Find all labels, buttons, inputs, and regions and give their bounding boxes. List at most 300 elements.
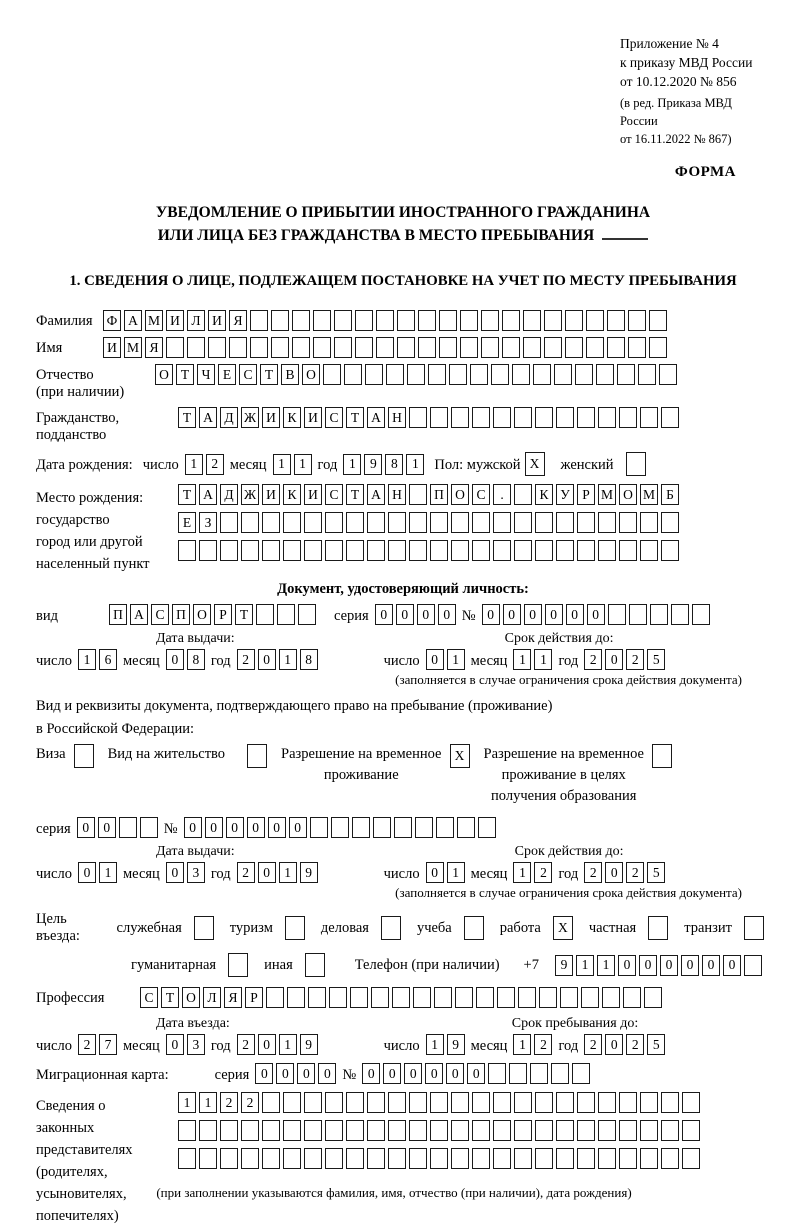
char-cell[interactable] (430, 1148, 448, 1169)
char-cell[interactable] (518, 987, 536, 1008)
char-cell[interactable] (523, 337, 541, 358)
char-cell[interactable] (367, 540, 385, 561)
char-cell[interactable] (602, 987, 620, 1008)
char-cell[interactable] (451, 512, 469, 533)
char-cell[interactable] (292, 337, 310, 358)
char-cell[interactable]: 2 (237, 649, 255, 670)
char-cell[interactable]: 8 (385, 454, 403, 475)
char-cell[interactable]: X (525, 452, 545, 476)
char-cell[interactable]: 3 (187, 862, 205, 883)
char-cell[interactable]: 0 (566, 604, 584, 625)
char-cell[interactable]: 1 (513, 1034, 531, 1055)
char-cell[interactable] (455, 987, 473, 1008)
char-cell[interactable] (457, 817, 475, 838)
char-cell[interactable]: 0 (404, 1063, 422, 1084)
char-cell[interactable] (430, 512, 448, 533)
char-cell[interactable]: 9 (300, 1034, 318, 1055)
char-cell[interactable]: С (151, 604, 169, 625)
char-cell[interactable]: 2 (206, 454, 224, 475)
visa-checkbox[interactable] (74, 744, 94, 768)
sex-male-checkbox[interactable] (525, 452, 545, 476)
char-cell[interactable] (409, 407, 427, 428)
char-cell[interactable]: 0 (605, 862, 623, 883)
char-cell[interactable] (472, 1148, 490, 1169)
char-cell[interactable]: Я (145, 337, 163, 358)
char-cell[interactable]: 1 (426, 1034, 444, 1055)
char-cell[interactable] (514, 484, 532, 505)
char-cell[interactable] (409, 512, 427, 533)
char-cell[interactable] (629, 604, 647, 625)
char-cell[interactable]: 0 (438, 604, 456, 625)
char-cell[interactable] (628, 310, 646, 331)
char-cell[interactable]: 0 (660, 955, 678, 976)
char-cell[interactable] (283, 512, 301, 533)
char-cell[interactable] (472, 1092, 490, 1113)
char-cell[interactable] (313, 337, 331, 358)
char-cell[interactable]: Я (229, 310, 247, 331)
char-cell[interactable] (415, 817, 433, 838)
char-cell[interactable] (308, 987, 326, 1008)
char-cell[interactable] (481, 337, 499, 358)
char-cell[interactable]: И (304, 407, 322, 428)
char-cell[interactable]: 0 (268, 817, 286, 838)
char-cell[interactable]: 0 (226, 817, 244, 838)
char-cell[interactable] (514, 407, 532, 428)
char-cell[interactable] (535, 1120, 553, 1141)
char-cell[interactable] (449, 364, 467, 385)
char-cell[interactable] (304, 1092, 322, 1113)
char-cell[interactable]: Т (346, 484, 364, 505)
char-cell[interactable] (413, 987, 431, 1008)
residence-valid-day-cells[interactable] (426, 862, 465, 883)
char-cell[interactable]: С (472, 484, 490, 505)
purpose-transit-checkbox[interactable] (744, 916, 764, 940)
char-cell[interactable] (661, 540, 679, 561)
char-cell[interactable] (451, 1120, 469, 1141)
char-cell[interactable] (304, 540, 322, 561)
char-cell[interactable]: 1 (576, 955, 594, 976)
char-cell[interactable] (439, 310, 457, 331)
char-cell[interactable]: 1 (447, 862, 465, 883)
char-cell[interactable] (556, 1120, 574, 1141)
char-cell[interactable]: 0 (723, 955, 741, 976)
char-cell[interactable]: Б (661, 484, 679, 505)
char-cell[interactable]: О (155, 364, 173, 385)
char-cell[interactable] (514, 1120, 532, 1141)
char-cell[interactable] (256, 604, 274, 625)
char-cell[interactable]: 0 (587, 604, 605, 625)
char-cell[interactable] (650, 604, 668, 625)
phone-cells[interactable] (555, 955, 762, 976)
char-cell[interactable]: 0 (247, 817, 265, 838)
char-cell[interactable]: 9 (300, 862, 318, 883)
char-cell[interactable] (367, 1120, 385, 1141)
char-cell[interactable] (493, 1120, 511, 1141)
char-cell[interactable]: 1 (199, 1092, 217, 1113)
char-cell[interactable]: Л (203, 987, 221, 1008)
char-cell[interactable]: 1 (406, 454, 424, 475)
char-cell[interactable] (430, 1092, 448, 1113)
char-cell[interactable] (565, 310, 583, 331)
char-cell[interactable] (476, 987, 494, 1008)
char-cell[interactable] (271, 310, 289, 331)
char-cell[interactable]: 1 (99, 862, 117, 883)
doc-issue-month-cells[interactable] (166, 649, 205, 670)
char-cell[interactable] (331, 817, 349, 838)
char-cell[interactable]: 0 (258, 862, 276, 883)
char-cell[interactable]: Л (187, 310, 205, 331)
char-cell[interactable]: Ч (197, 364, 215, 385)
char-cell[interactable]: Р (577, 484, 595, 505)
char-cell[interactable]: 9 (447, 1034, 465, 1055)
char-cell[interactable]: 1 (185, 454, 203, 475)
char-cell[interactable]: 2 (78, 1034, 96, 1055)
char-cell[interactable]: Р (214, 604, 232, 625)
char-cell[interactable] (619, 540, 637, 561)
purpose-study-checkbox[interactable] (464, 916, 484, 940)
char-cell[interactable] (607, 337, 625, 358)
char-cell[interactable] (598, 540, 616, 561)
char-cell[interactable] (355, 310, 373, 331)
char-cell[interactable]: И (103, 337, 121, 358)
purpose-other-checkbox[interactable] (305, 953, 325, 977)
char-cell[interactable] (397, 310, 415, 331)
char-cell[interactable]: . (493, 484, 511, 505)
char-cell[interactable]: 0 (605, 1034, 623, 1055)
char-cell[interactable]: К (535, 484, 553, 505)
char-cell[interactable] (220, 1120, 238, 1141)
char-cell[interactable] (577, 407, 595, 428)
char-cell[interactable]: 0 (426, 862, 444, 883)
char-cell[interactable] (187, 337, 205, 358)
char-cell[interactable]: О (193, 604, 211, 625)
char-cell[interactable]: 1 (273, 454, 291, 475)
char-cell[interactable] (493, 1148, 511, 1169)
char-cell[interactable] (649, 310, 667, 331)
char-cell[interactable]: С (325, 484, 343, 505)
char-cell[interactable]: Н (388, 407, 406, 428)
entry-year-cells[interactable] (237, 1034, 318, 1055)
char-cell[interactable] (744, 955, 762, 976)
char-cell[interactable]: 1 (343, 454, 361, 475)
char-cell[interactable] (661, 407, 679, 428)
char-cell[interactable] (619, 1120, 637, 1141)
birth-place-cells-1[interactable] (178, 484, 679, 505)
char-cell[interactable] (418, 310, 436, 331)
char-cell[interactable] (346, 1120, 364, 1141)
char-cell[interactable] (304, 1148, 322, 1169)
representatives-cells-2[interactable] (178, 1120, 700, 1141)
char-cell[interactable] (292, 310, 310, 331)
char-cell[interactable] (199, 1148, 217, 1169)
char-cell[interactable] (241, 1120, 259, 1141)
char-cell[interactable]: 2 (626, 862, 644, 883)
char-cell[interactable]: 1 (279, 862, 297, 883)
char-cell[interactable] (178, 1148, 196, 1169)
char-cell[interactable]: 2 (237, 862, 255, 883)
char-cell[interactable]: К (283, 484, 301, 505)
char-cell[interactable] (283, 1148, 301, 1169)
char-cell[interactable] (596, 364, 614, 385)
char-cell[interactable]: 2 (237, 1034, 255, 1055)
char-cell[interactable] (436, 817, 454, 838)
char-cell[interactable] (560, 987, 578, 1008)
char-cell[interactable] (194, 916, 214, 940)
char-cell[interactable] (376, 310, 394, 331)
char-cell[interactable] (434, 987, 452, 1008)
doc-issue-year-cells[interactable] (237, 649, 318, 670)
char-cell[interactable]: 0 (383, 1063, 401, 1084)
char-cell[interactable] (418, 337, 436, 358)
char-cell[interactable] (409, 1148, 427, 1169)
char-cell[interactable] (502, 337, 520, 358)
char-cell[interactable] (472, 1120, 490, 1141)
char-cell[interactable] (497, 987, 515, 1008)
char-cell[interactable]: 2 (626, 649, 644, 670)
char-cell[interactable] (346, 512, 364, 533)
char-cell[interactable] (535, 540, 553, 561)
char-cell[interactable] (388, 1092, 406, 1113)
char-cell[interactable] (409, 1120, 427, 1141)
char-cell[interactable] (556, 1148, 574, 1169)
char-cell[interactable]: 7 (99, 1034, 117, 1055)
char-cell[interactable] (556, 407, 574, 428)
char-cell[interactable] (577, 512, 595, 533)
char-cell[interactable]: Т (176, 364, 194, 385)
stay-day-cells[interactable] (426, 1034, 465, 1055)
residence-issue-month-cells[interactable] (166, 862, 205, 883)
char-cell[interactable] (577, 1148, 595, 1169)
char-cell[interactable] (220, 1148, 238, 1169)
residence-issue-year-cells[interactable] (237, 862, 318, 883)
representatives-cells-3[interactable] (178, 1148, 700, 1169)
char-cell[interactable] (581, 987, 599, 1008)
char-cell[interactable]: А (367, 407, 385, 428)
char-cell[interactable] (74, 744, 94, 768)
char-cell[interactable]: 1 (513, 649, 531, 670)
char-cell[interactable] (638, 364, 656, 385)
doc-valid-day-cells[interactable] (426, 649, 465, 670)
char-cell[interactable]: 2 (584, 1034, 602, 1055)
char-cell[interactable] (556, 540, 574, 561)
char-cell[interactable] (598, 407, 616, 428)
char-cell[interactable]: 0 (166, 1034, 184, 1055)
char-cell[interactable] (554, 364, 572, 385)
purpose-humanitarian-checkbox[interactable] (228, 953, 248, 977)
char-cell[interactable]: 0 (258, 649, 276, 670)
char-cell[interactable] (644, 987, 662, 1008)
char-cell[interactable]: Т (178, 484, 196, 505)
char-cell[interactable] (451, 540, 469, 561)
char-cell[interactable] (430, 1120, 448, 1141)
char-cell[interactable] (682, 1092, 700, 1113)
profession-cells[interactable] (140, 987, 662, 1008)
char-cell[interactable]: 0 (276, 1063, 294, 1084)
char-cell[interactable]: 2 (534, 1034, 552, 1055)
char-cell[interactable]: 0 (639, 955, 657, 976)
char-cell[interactable]: 0 (98, 817, 116, 838)
char-cell[interactable] (439, 337, 457, 358)
char-cell[interactable] (304, 512, 322, 533)
surname-cells[interactable] (103, 310, 667, 331)
char-cell[interactable] (648, 916, 668, 940)
char-cell[interactable] (394, 817, 412, 838)
char-cell[interactable]: 0 (362, 1063, 380, 1084)
char-cell[interactable] (493, 1092, 511, 1113)
char-cell[interactable]: 0 (289, 817, 307, 838)
char-cell[interactable]: 2 (534, 862, 552, 883)
char-cell[interactable] (598, 1148, 616, 1169)
purpose-business-checkbox[interactable] (381, 916, 401, 940)
char-cell[interactable]: Ж (241, 484, 259, 505)
char-cell[interactable] (305, 953, 325, 977)
birth-day-cells[interactable] (185, 454, 224, 475)
char-cell[interactable] (298, 604, 316, 625)
entry-day-cells[interactable] (78, 1034, 117, 1055)
char-cell[interactable] (344, 364, 362, 385)
char-cell[interactable] (514, 512, 532, 533)
char-cell[interactable]: Ф (103, 310, 121, 331)
char-cell[interactable]: Н (388, 484, 406, 505)
char-cell[interactable]: 1 (78, 649, 96, 670)
char-cell[interactable] (178, 1120, 196, 1141)
char-cell[interactable]: Я (224, 987, 242, 1008)
char-cell[interactable]: 0 (166, 862, 184, 883)
char-cell[interactable]: Т (161, 987, 179, 1008)
stay-month-cells[interactable] (513, 1034, 552, 1055)
char-cell[interactable] (365, 364, 383, 385)
char-cell[interactable]: С (325, 407, 343, 428)
char-cell[interactable] (262, 1148, 280, 1169)
char-cell[interactable]: X (553, 916, 573, 940)
char-cell[interactable]: 0 (425, 1063, 443, 1084)
char-cell[interactable]: П (109, 604, 127, 625)
edu-permit-checkbox[interactable] (652, 744, 672, 768)
char-cell[interactable]: 0 (702, 955, 720, 976)
purpose-work-checkbox[interactable] (553, 916, 573, 940)
char-cell[interactable] (488, 1063, 506, 1084)
char-cell[interactable]: 8 (187, 649, 205, 670)
char-cell[interactable] (262, 1092, 280, 1113)
char-cell[interactable]: 0 (605, 649, 623, 670)
char-cell[interactable] (355, 337, 373, 358)
char-cell[interactable]: Д (220, 484, 238, 505)
char-cell[interactable] (556, 1092, 574, 1113)
char-cell[interactable]: С (140, 987, 158, 1008)
char-cell[interactable] (178, 540, 196, 561)
entry-month-cells[interactable] (166, 1034, 205, 1055)
char-cell[interactable]: И (304, 484, 322, 505)
char-cell[interactable] (460, 310, 478, 331)
char-cell[interactable] (241, 512, 259, 533)
char-cell[interactable]: 0 (375, 604, 393, 625)
char-cell[interactable]: 0 (166, 649, 184, 670)
char-cell[interactable] (388, 1148, 406, 1169)
char-cell[interactable] (451, 1148, 469, 1169)
char-cell[interactable] (649, 337, 667, 358)
char-cell[interactable] (277, 604, 295, 625)
char-cell[interactable] (577, 1120, 595, 1141)
char-cell[interactable] (199, 1120, 217, 1141)
char-cell[interactable]: 2 (241, 1092, 259, 1113)
char-cell[interactable]: 0 (482, 604, 500, 625)
char-cell[interactable] (619, 1148, 637, 1169)
char-cell[interactable]: 0 (297, 1063, 315, 1084)
char-cell[interactable] (241, 540, 259, 561)
char-cell[interactable] (577, 540, 595, 561)
char-cell[interactable]: 1 (513, 862, 531, 883)
char-cell[interactable]: К (283, 407, 301, 428)
char-cell[interactable] (325, 1148, 343, 1169)
residence-permit-checkbox[interactable] (247, 744, 267, 768)
char-cell[interactable]: Т (235, 604, 253, 625)
char-cell[interactable] (640, 407, 658, 428)
char-cell[interactable] (544, 337, 562, 358)
char-cell[interactable] (229, 337, 247, 358)
birth-year-cells[interactable] (343, 454, 424, 475)
char-cell[interactable] (228, 953, 248, 977)
char-cell[interactable] (598, 1092, 616, 1113)
char-cell[interactable] (493, 407, 511, 428)
char-cell[interactable] (287, 987, 305, 1008)
char-cell[interactable] (220, 512, 238, 533)
char-cell[interactable] (551, 1063, 569, 1084)
char-cell[interactable] (491, 364, 509, 385)
char-cell[interactable] (262, 512, 280, 533)
char-cell[interactable] (367, 1092, 385, 1113)
char-cell[interactable] (220, 540, 238, 561)
char-cell[interactable] (628, 337, 646, 358)
char-cell[interactable] (451, 407, 469, 428)
char-cell[interactable]: 0 (396, 604, 414, 625)
birth-place-cells-3[interactable] (178, 540, 679, 561)
char-cell[interactable] (652, 744, 672, 768)
char-cell[interactable] (313, 310, 331, 331)
char-cell[interactable]: А (367, 484, 385, 505)
char-cell[interactable] (572, 1063, 590, 1084)
char-cell[interactable]: 1 (279, 649, 297, 670)
char-cell[interactable] (409, 484, 427, 505)
char-cell[interactable] (266, 987, 284, 1008)
char-cell[interactable] (575, 364, 593, 385)
char-cell[interactable] (659, 364, 677, 385)
name-cells[interactable] (103, 337, 667, 358)
char-cell[interactable] (661, 1148, 679, 1169)
char-cell[interactable]: 0 (446, 1063, 464, 1084)
char-cell[interactable] (607, 310, 625, 331)
char-cell[interactable] (241, 1148, 259, 1169)
char-cell[interactable] (640, 1092, 658, 1113)
char-cell[interactable]: М (124, 337, 142, 358)
char-cell[interactable]: П (172, 604, 190, 625)
char-cell[interactable] (535, 1148, 553, 1169)
char-cell[interactable] (119, 817, 137, 838)
char-cell[interactable] (493, 540, 511, 561)
char-cell[interactable] (407, 364, 425, 385)
char-cell[interactable] (208, 337, 226, 358)
char-cell[interactable]: 5 (647, 862, 665, 883)
char-cell[interactable]: П (430, 484, 448, 505)
char-cell[interactable] (514, 1148, 532, 1169)
char-cell[interactable] (598, 1120, 616, 1141)
char-cell[interactable]: 0 (426, 649, 444, 670)
char-cell[interactable] (472, 512, 490, 533)
char-cell[interactable]: О (302, 364, 320, 385)
char-cell[interactable]: А (130, 604, 148, 625)
char-cell[interactable] (619, 512, 637, 533)
residence-series-cells[interactable] (77, 817, 158, 838)
char-cell[interactable] (523, 310, 541, 331)
